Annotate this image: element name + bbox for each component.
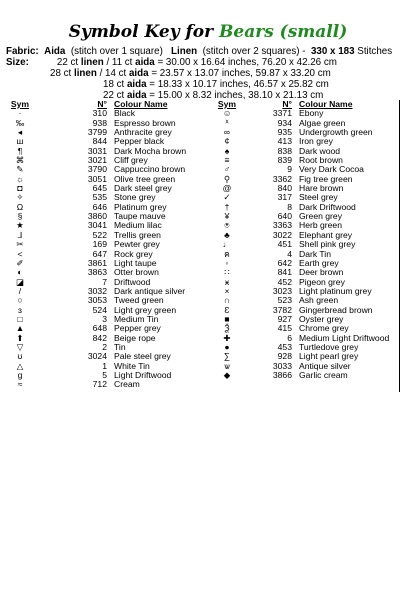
colour-name: Espresso brown xyxy=(114,117,176,128)
symbol: △ xyxy=(16,360,24,371)
colour-name: Dark Driftwood xyxy=(299,201,356,212)
colour-name: Turtledove grey xyxy=(299,341,359,352)
table-row xyxy=(5,380,214,389)
thread-number: 640 xyxy=(277,211,292,222)
symbol: ∷ xyxy=(224,267,230,278)
colour-name: Dark steel grey xyxy=(114,183,172,194)
size-line-3-pre: 18 ct xyxy=(103,79,127,90)
fabric-label: Fabric: xyxy=(6,46,39,57)
thread-number: 842 xyxy=(92,332,107,343)
symbol: ӿ xyxy=(224,276,230,287)
header-number: N° xyxy=(97,99,107,109)
colour-name: Tweed green xyxy=(114,295,164,306)
thread-number: 3051 xyxy=(87,173,107,184)
table-row xyxy=(5,362,214,371)
thread-number: 452 xyxy=(277,276,292,287)
thread-number: 645 xyxy=(92,183,107,194)
symbol: · xyxy=(18,108,22,119)
colour-name: Pigeon grey xyxy=(299,276,345,287)
symbol: ¢ xyxy=(224,136,230,147)
thread-number: 3790 xyxy=(87,164,107,175)
colour-name: White Tin xyxy=(114,360,150,371)
symbol: × xyxy=(224,285,230,296)
symbol: ⅃ xyxy=(17,229,23,240)
table-row xyxy=(5,250,214,259)
size-line-1-aida: aida xyxy=(135,57,155,68)
table-row xyxy=(5,371,214,380)
colour-name: Beige rope xyxy=(114,332,156,343)
size-line-3 xyxy=(103,79,329,90)
symbol: ѡ xyxy=(224,360,230,371)
thread-number: 3041 xyxy=(87,220,107,231)
symbol: Ɛ xyxy=(224,304,230,315)
colour-name: Light grey green xyxy=(114,304,177,315)
thread-number: 3782 xyxy=(272,304,292,315)
colour-name: Medium lilac xyxy=(114,220,162,231)
colour-name: Taupe mauve xyxy=(114,211,166,222)
colour-name: Steel grey xyxy=(299,192,338,203)
thread-number: 415 xyxy=(277,323,292,334)
colour-name: Ash green xyxy=(299,295,339,306)
symbol: ◐ xyxy=(17,267,23,278)
colour-name: Cream xyxy=(114,379,140,390)
colour-name: Olive tree green xyxy=(114,173,176,184)
thread-number: 3053 xyxy=(87,295,107,306)
table-row xyxy=(5,240,214,249)
colour-name: Medium Light Driftwood xyxy=(299,332,390,343)
header-colour-name: Colour Name xyxy=(114,99,168,109)
fabric-aida-note: (stitch over 1 square) xyxy=(70,46,163,57)
thread-number: 4 xyxy=(287,248,292,259)
size-line-4-dimensions: = 15.00 x 8.32 inches, 38.10 x 21.13 cm xyxy=(146,90,324,101)
thread-number: 310 xyxy=(92,108,107,119)
symbol: ⌘ xyxy=(15,155,25,166)
header-sym: Sym xyxy=(10,99,30,109)
thread-number: 9 xyxy=(287,164,292,175)
thread-number: 927 xyxy=(277,313,292,324)
colour-name: Oyster grey xyxy=(299,313,344,324)
thread-number: 3022 xyxy=(272,229,292,240)
thread-number: 453 xyxy=(277,341,292,352)
colour-name: Hare brown xyxy=(299,183,344,194)
thread-number: 647 xyxy=(92,248,107,259)
table-header xyxy=(5,100,214,109)
symbol: ▽ xyxy=(16,341,24,352)
thread-number: 841 xyxy=(277,267,292,278)
colour-name: Rock grey xyxy=(114,248,153,259)
table-row xyxy=(5,315,214,324)
symbol: ◦ xyxy=(225,257,229,268)
symbol: ✓ xyxy=(223,192,231,203)
table-row xyxy=(5,231,214,240)
symbol: ≈ xyxy=(17,379,23,390)
symbol: ♣ xyxy=(224,229,230,240)
symbol: ∩ xyxy=(223,295,231,306)
size-line-4-aida: aida xyxy=(126,90,147,101)
symbol: ⚲ xyxy=(223,173,231,184)
table-row xyxy=(5,175,214,184)
colour-name: Light Driftwood xyxy=(114,369,172,380)
table-row xyxy=(5,268,214,277)
colour-name: Elephant grey xyxy=(299,229,353,240)
colour-name: Pale steel grey xyxy=(114,351,171,362)
symbol: ♩ xyxy=(222,239,232,250)
thread-number: 646 xyxy=(92,201,107,212)
symbol: ∞ xyxy=(223,127,231,138)
symbol: ฅ xyxy=(224,248,230,259)
thread-number: 3799 xyxy=(87,127,107,138)
thread-number: 838 xyxy=(277,145,292,156)
colour-name: Pepper black xyxy=(114,136,165,147)
colour-name: Garlic cream xyxy=(299,369,348,380)
size-line-1-pre: 22 ct xyxy=(56,57,81,68)
symbol: ◘ xyxy=(17,183,23,194)
stitch-count-label: Stitches xyxy=(357,46,393,57)
colour-name: Iron grey xyxy=(299,136,333,147)
colour-name: Gingerbread brown xyxy=(299,304,373,315)
symbol-table-right xyxy=(212,100,409,380)
symbol: § xyxy=(17,211,23,222)
size-line-3-aida: aida xyxy=(126,79,147,90)
header-sym: Sym xyxy=(217,99,237,109)
thread-number: 169 xyxy=(92,239,107,250)
colour-name: Otter brown xyxy=(114,267,159,278)
thread-number: 928 xyxy=(277,351,292,362)
colour-name: Undergrowth green xyxy=(299,127,373,138)
table-row xyxy=(5,128,214,137)
thread-number: 3362 xyxy=(272,173,292,184)
colour-name: Black xyxy=(114,108,136,119)
size-label: Size: xyxy=(6,57,29,68)
colour-name: Fig tree green xyxy=(299,173,353,184)
symbol: ᕁ xyxy=(224,117,230,128)
colour-name: Shell pink grey xyxy=(299,239,356,250)
thread-number: 3032 xyxy=(87,285,107,296)
thread-number: 1 xyxy=(102,360,107,371)
thread-number: 524 xyxy=(92,304,107,315)
thread-number: 7 xyxy=(102,276,107,287)
page-title xyxy=(0,22,416,42)
thread-number: 3371 xyxy=(272,108,292,119)
colour-name: Algae green xyxy=(299,117,346,128)
table-row xyxy=(5,165,214,174)
table-row xyxy=(212,371,409,380)
thread-number: 934 xyxy=(277,117,292,128)
title-pattern-name: Bears (small) xyxy=(219,22,348,42)
symbol: @ xyxy=(222,183,232,194)
thread-number: 6 xyxy=(287,332,292,343)
symbol: ♠ xyxy=(224,145,230,156)
thread-number: 3860 xyxy=(87,211,107,222)
size-line-3-dimensions: = 18.33 x 10.17 inches, 46.57 x 25.82 cm xyxy=(146,79,329,90)
symbol: † xyxy=(224,201,230,212)
colour-name: Herb green xyxy=(299,220,342,231)
size-line-4-pre: 22 ct xyxy=(103,90,127,101)
thread-number: 451 xyxy=(277,239,292,250)
colour-name: Stone grey xyxy=(114,192,156,203)
fabric-aida: Aida xyxy=(44,46,66,57)
size-line-1-linen: linen xyxy=(80,57,104,68)
table-row xyxy=(5,119,214,128)
thread-number: 317 xyxy=(277,192,292,203)
thread-number: 3 xyxy=(102,313,107,324)
thread-number: 839 xyxy=(277,155,292,166)
stitch-count: 330 x 183 xyxy=(310,46,355,57)
table-row xyxy=(5,306,214,315)
thread-number: 3031 xyxy=(87,145,107,156)
symbol: ☼ xyxy=(16,173,24,184)
thread-number: 5 xyxy=(102,369,107,380)
colour-name: Pepper grey xyxy=(114,323,161,334)
colour-name: Tin xyxy=(114,341,126,352)
colour-name: Driftwood xyxy=(114,276,151,287)
symbol: Ѯ xyxy=(224,323,230,334)
colour-name: Cliff grey xyxy=(114,155,148,166)
colour-name: Anthracite grey xyxy=(114,127,172,138)
size-line-2-linen: linen xyxy=(73,68,97,79)
size-line-2-aida: aida xyxy=(128,68,149,79)
symbol: g xyxy=(17,369,23,380)
thread-number: 642 xyxy=(277,257,292,268)
header-number: N° xyxy=(282,99,292,109)
symbol: ✧ xyxy=(16,192,24,203)
thread-number: 413 xyxy=(277,136,292,147)
thread-number: 3021 xyxy=(87,155,107,166)
symbol: ⍟ xyxy=(224,220,230,231)
size-line-1-dimensions: = 30.00 x 16.64 inches, 76.20 x 42.26 cm xyxy=(154,57,337,68)
title-prefix: Symbol Key for xyxy=(68,22,220,42)
colour-name: Dark Mocha brown xyxy=(114,145,187,156)
symbol: ● xyxy=(224,341,230,352)
fabric-line xyxy=(6,46,392,57)
table-row xyxy=(5,334,214,343)
colour-name: Trellis green xyxy=(114,229,161,240)
colour-name: Light pearl grey xyxy=(299,351,359,362)
colour-name: Cappuccino brown xyxy=(114,164,186,175)
symbol: Ω xyxy=(16,201,24,212)
colour-name: Antique silver xyxy=(299,360,351,371)
fabric-linen: Linen xyxy=(171,46,198,57)
thread-number: 3363 xyxy=(272,220,292,231)
symbol: ✎ xyxy=(16,164,24,175)
table-row xyxy=(5,203,214,212)
thread-number: 3033 xyxy=(272,360,292,371)
symbol: ■ xyxy=(224,313,230,324)
symbol: □ xyxy=(17,313,23,324)
symbol: ◂ xyxy=(17,127,23,138)
symbol: ɜ xyxy=(18,304,22,315)
size-line-2-pre: 28 ct xyxy=(50,68,74,79)
fabric-linen-note: (stitch over 2 squares) - xyxy=(202,46,306,57)
symbol: ◪ xyxy=(15,276,25,287)
thread-number: 935 xyxy=(277,127,292,138)
table-row xyxy=(5,259,214,268)
colour-name: Light taupe xyxy=(114,257,157,268)
thread-number: 840 xyxy=(277,183,292,194)
colour-name: Medium Tin xyxy=(114,313,159,324)
colour-name: Dark antique silver xyxy=(114,285,186,296)
symbol: ≡ xyxy=(224,155,230,166)
symbol: ✐ xyxy=(16,257,24,268)
symbol: ✚ xyxy=(223,332,231,343)
table-row xyxy=(5,147,214,156)
thread-number: 523 xyxy=(277,295,292,306)
colour-name: Earth grey xyxy=(299,257,339,268)
size-line-2 xyxy=(50,68,331,79)
table-right-border xyxy=(399,100,400,392)
symbol: ¶ xyxy=(17,145,23,156)
thread-number: 535 xyxy=(92,192,107,203)
thread-number: 8 xyxy=(287,201,292,212)
symbol: ▲ xyxy=(15,323,25,334)
table-row xyxy=(5,193,214,202)
colour-name: Dark Tin xyxy=(299,248,331,259)
colour-name: Deer brown xyxy=(299,267,344,278)
colour-name: Green grey xyxy=(299,211,342,222)
thread-number: 938 xyxy=(92,117,107,128)
symbol: ☺ xyxy=(222,108,232,119)
header-colour-name: Colour Name xyxy=(299,99,353,109)
symbol: ¥ xyxy=(224,211,230,222)
thread-number: 3023 xyxy=(272,285,292,296)
symbol: ♂ xyxy=(223,164,231,175)
symbol: ш xyxy=(16,136,24,147)
table-row xyxy=(5,221,214,230)
table-row xyxy=(5,296,214,305)
colour-name: Root brown xyxy=(299,155,343,166)
table-row xyxy=(5,343,214,352)
symbol: / xyxy=(18,285,22,296)
colour-name: Ebony xyxy=(299,108,324,119)
table-row xyxy=(5,184,214,193)
thread-number: 522 xyxy=(92,229,107,240)
symbol-table-left xyxy=(5,100,214,390)
table-row xyxy=(5,109,214,118)
table-row xyxy=(5,324,214,333)
colour-name: Platinum grey xyxy=(114,201,167,212)
thread-number: 2 xyxy=(102,341,107,352)
symbol: ◆ xyxy=(223,369,231,380)
symbol: ⬆ xyxy=(16,332,24,343)
symbol: ‰ xyxy=(15,117,25,128)
colour-name: Light platinum grey xyxy=(299,285,372,296)
table-row xyxy=(5,352,214,361)
symbol: ʊ xyxy=(17,351,23,362)
colour-name: Dark wood xyxy=(299,145,341,156)
colour-name: Pewter grey xyxy=(114,239,160,250)
symbol: ★ xyxy=(16,220,24,231)
size-line-1-mid: / 11 ct xyxy=(103,57,136,68)
symbol: ∑ xyxy=(223,351,231,362)
colour-name: Chrome grey xyxy=(299,323,349,334)
size-line-2-dimensions: = 23.57 x 13.07 inches, 59.87 x 33.20 cm xyxy=(148,68,331,79)
thread-number: 3861 xyxy=(87,257,107,268)
table-row xyxy=(5,212,214,221)
thread-number: 712 xyxy=(92,379,107,390)
size-line-1 xyxy=(6,57,337,68)
symbol: ○ xyxy=(17,295,23,306)
thread-number: 3024 xyxy=(87,351,107,362)
table-row xyxy=(5,287,214,296)
colour-name: Very Dark Cocoa xyxy=(299,164,364,175)
size-line-2-mid: / 14 ct xyxy=(96,68,129,79)
thread-number: 3863 xyxy=(87,267,107,278)
symbol: < xyxy=(17,248,23,259)
thread-number: 844 xyxy=(92,136,107,147)
thread-number: 648 xyxy=(92,323,107,334)
symbol: ✂ xyxy=(16,239,24,250)
thread-number: 3866 xyxy=(272,369,292,380)
